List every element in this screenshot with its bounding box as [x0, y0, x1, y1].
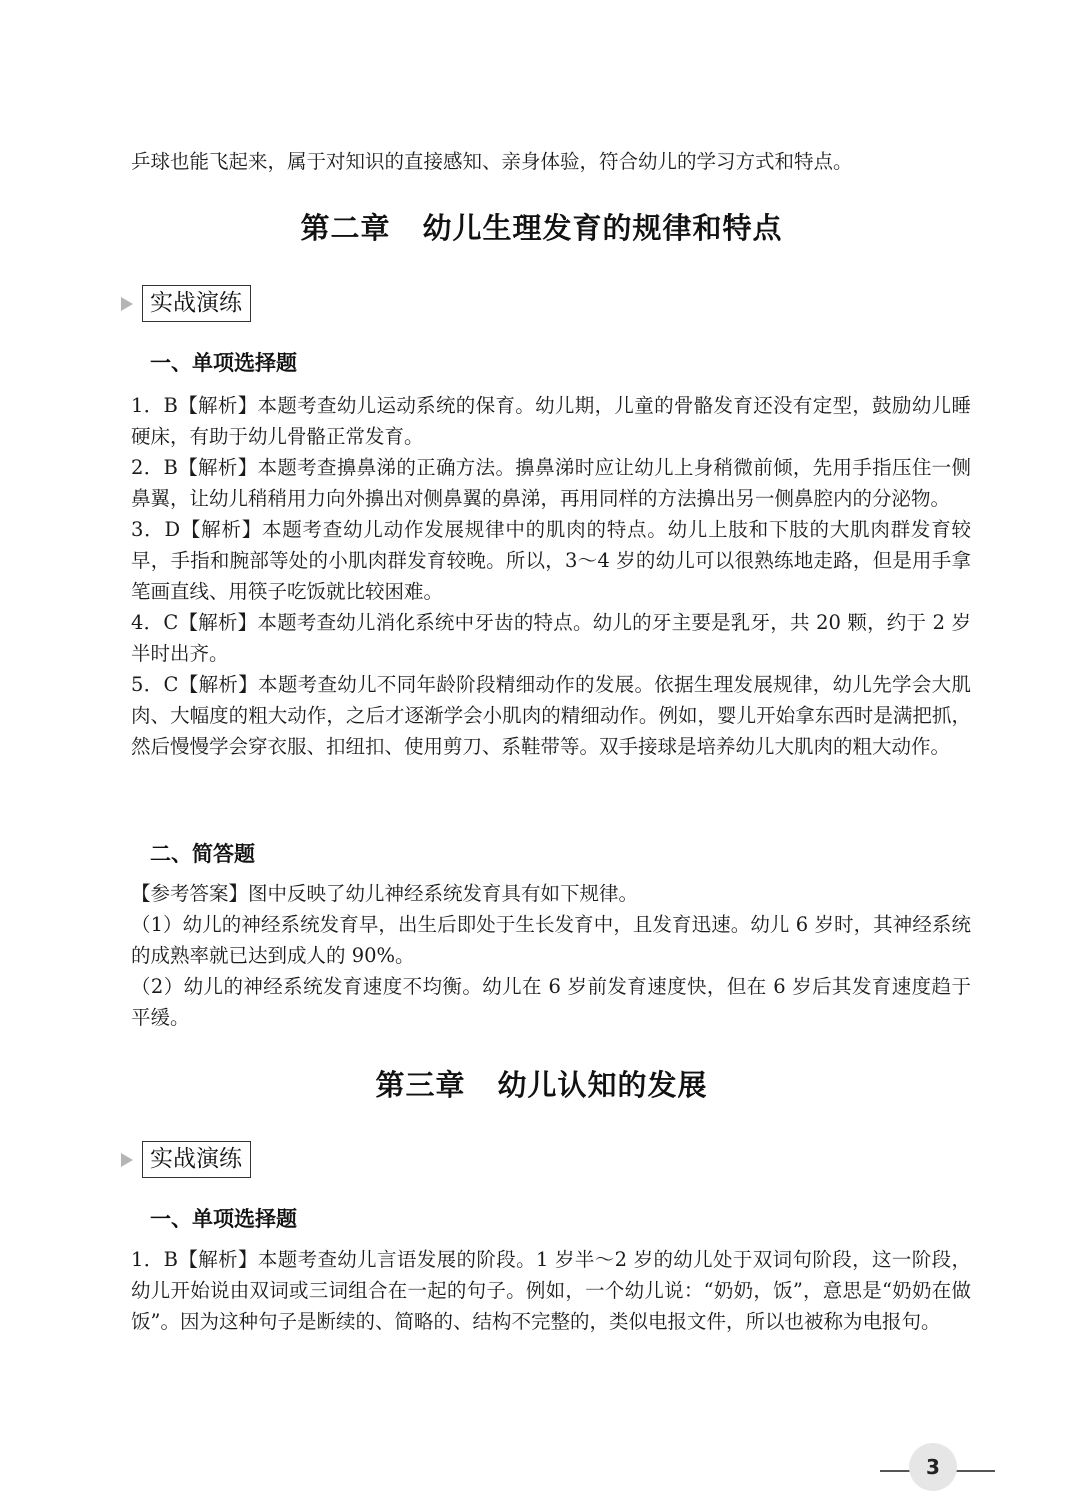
- list-item: 4．C【解析】本题考查幼儿消化系统中牙齿的特点。幼儿的牙主要是乳牙，共 20 颗，约于 2 岁半时出齐。: [131, 611, 971, 665]
- chapter3-practice-header: [121, 1141, 251, 1178]
- answer-item: （2）幼儿的神经系统发育速度不均衡。幼儿在 6 岁前发育速度快，但在 6 岁后其发育速度趋于平缓。: [131, 975, 971, 1029]
- chapter2-items: [131, 390, 971, 762]
- page-number-line-right: [955, 1470, 995, 1472]
- chapter3-title-number: 第三章: [375, 1068, 466, 1102]
- triangle-marker-icon: [121, 297, 133, 311]
- chapter2-section1-title: 一、单项选择题: [150, 351, 297, 375]
- chapter3-title: [0, 1063, 1083, 1104]
- chapter2-practice-header: [121, 285, 251, 322]
- chapter3-section1-title: 一、单项选择题: [150, 1207, 297, 1231]
- triangle-marker-icon: [121, 1153, 133, 1167]
- list-item: 3．D【解析】本题考查幼儿动作发展规律中的肌肉的特点。幼儿上肢和下肢的大肌肉群发育较早，手指和腕部等处的小肌肉群发育较晚。所以，3～4 岁的幼儿可以很熟练地走路，但是用手拿笔画直线、用筷子吃饭就比较困难。: [131, 518, 971, 603]
- intro-paragraph: [131, 146, 971, 177]
- answer-item: （1）幼儿的神经系统发育早，出生后即处于生长发育中，且发育迅速。幼儿 6 岁时，其神经系统的成熟率就已达到成人的 90%。: [131, 913, 971, 967]
- intro-line: 乒球也能飞起来，属于对知识的直接感知、亲身体验，符合幼儿的学习方式和特点。: [131, 150, 853, 173]
- page-number-line-left: [880, 1470, 912, 1472]
- page-number: 3: [909, 1443, 957, 1491]
- page-number-badge: [880, 1440, 995, 1490]
- answer-intro: 【参考答案】图中反映了幼儿神经系统发育具有如下规律。: [131, 882, 639, 905]
- list-item: 1．B【解析】本题考查幼儿运动系统的保育。幼儿期，儿童的骨骼发育还没有定型，鼓励幼儿睡硬床，有助于幼儿骨骼正常发育。: [131, 394, 971, 448]
- list-item: 2．B【解析】本题考查擤鼻涕的正确方法。擤鼻涕时应让幼儿上身稍微前倾，先用手指压住一侧鼻翼，让幼儿稍稍用力向外擤出对侧鼻翼的鼻涕，再用同样的方法擤出另一侧鼻腔内的分泌物。: [131, 456, 971, 510]
- list-item: 1．B【解析】本题考查幼儿言语发展的阶段。1 岁半～2 岁的幼儿处于双词句阶段，这一阶段，幼儿开始说由双词或三词组合在一起的句子。例如，一个幼儿说：“奶奶，饭”，意思是“奶奶在做饭”。因为这种句子是断续的、简略的、结构不完整的，类似电报文件，所以也被称为电报句。: [131, 1248, 971, 1333]
- chapter2-title-text: 幼儿生理发育的规律和特点: [422, 211, 783, 245]
- chapter2-section2-title: 二、简答题: [150, 842, 255, 866]
- list-item: 5．C【解析】本题考查幼儿不同年龄阶段精细动作的发展。依据生理发展规律，幼儿先学会大肌肉、大幅度的粗大动作，之后才逐渐学会小肌肉的精细动作。例如，婴儿开始拿东西时是满把抓，然后慢慢学会穿衣服、扣纽扣、使用剪刀、系鞋带等。双手接球是培养幼儿大肌肉的粗大动作。: [131, 673, 971, 758]
- practice-label: 实战演练: [142, 1141, 251, 1178]
- chapter2-answers: [131, 878, 971, 1033]
- chapter3-title-text: 幼儿认知的发展: [497, 1068, 708, 1102]
- chapter3-items: [131, 1244, 971, 1337]
- chapter2-title-number: 第二章: [300, 211, 391, 245]
- practice-label: 实战演练: [142, 285, 251, 322]
- chapter2-title: [0, 206, 1083, 247]
